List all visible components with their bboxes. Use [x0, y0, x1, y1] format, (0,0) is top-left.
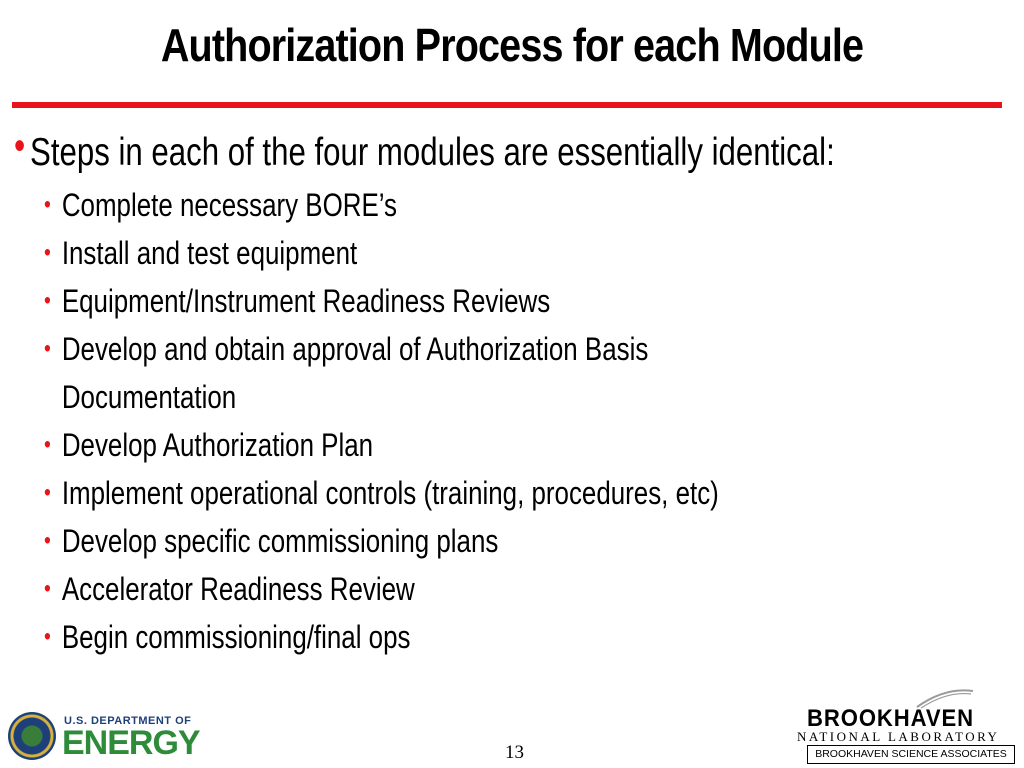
sub-bullet-line: Develop Authorization Plan	[61, 427, 374, 463]
sub-bullet-item	[44, 325, 838, 421]
sub-bullet-line: Install and test equipment	[61, 235, 358, 271]
sub-bullet-line: Accelerator Readiness Review	[61, 571, 415, 607]
sub-bullet-line: Develop and obtain approval of Authorization Basis	[61, 331, 649, 367]
sub-bullet-text	[62, 565, 415, 613]
sub-bullet-item	[44, 229, 838, 277]
sub-bullet-text	[62, 181, 397, 229]
sub-bullet-marker: •	[44, 287, 51, 314]
page-number: 13	[505, 742, 524, 763]
doe-logo-line1: U.S. DEPARTMENT OF	[64, 715, 192, 727]
sub-bullet-text	[62, 229, 357, 277]
sub-bullet-item	[44, 613, 838, 661]
sub-bullet-text	[62, 517, 499, 565]
doe-seal-icon	[8, 712, 56, 760]
sub-bullet-item	[44, 277, 838, 325]
main-bullet-text: Steps in each of the four modules are essentially identical:	[30, 131, 835, 174]
sub-bullet-line: Develop specific commissioning plans	[61, 523, 499, 559]
sub-bullet-item	[44, 181, 838, 229]
bnl-logo-name: BROOKHAVEN	[807, 705, 975, 732]
sub-bullet-list	[44, 181, 1024, 661]
sub-bullet-item	[44, 517, 838, 565]
main-bullet-marker: •	[14, 124, 26, 168]
sub-bullet-line: Complete necessary BORE’s	[61, 187, 397, 223]
bnl-logo-subtitle: NATIONAL LABORATORY	[797, 729, 1000, 744]
sub-bullet-line: Begin commissioning/final ops	[61, 619, 411, 655]
sub-bullet-marker: •	[44, 575, 51, 602]
slide-title: Authorization Process for each Module	[160, 19, 864, 71]
sub-bullet-marker: •	[44, 335, 51, 362]
sub-bullet-line: Equipment/Instrument Readiness Reviews	[61, 283, 551, 319]
sub-bullet-marker: •	[44, 527, 51, 554]
title-divider	[12, 102, 1002, 108]
sub-bullet-text	[62, 613, 411, 661]
sub-bullet-item	[44, 565, 838, 613]
sub-bullet-text	[62, 469, 719, 517]
doe-logo	[8, 712, 218, 764]
sub-bullet-item	[44, 421, 838, 469]
bnl-logo	[795, 685, 1020, 765]
sub-bullet-text	[62, 277, 550, 325]
main-bullet	[14, 124, 835, 175]
bnl-associates-box: BROOKHAVEN SCIENCE ASSOCIATES	[807, 745, 1015, 764]
sub-bullet-marker: •	[44, 191, 51, 218]
sub-bullet-line: Implement operational controls (training, procedures, etc)	[61, 475, 719, 511]
sub-bullet-line: Documentation	[61, 379, 237, 415]
sub-bullet-marker: •	[44, 431, 51, 458]
sub-bullet-text	[62, 421, 373, 469]
sub-bullet-marker: •	[44, 239, 51, 266]
sub-bullet-marker: •	[44, 623, 51, 650]
sub-bullet-text	[62, 325, 648, 421]
sub-bullet-marker: •	[44, 479, 51, 506]
doe-logo-line2: ENERGY	[62, 724, 200, 762]
sub-bullet-item	[44, 469, 838, 517]
